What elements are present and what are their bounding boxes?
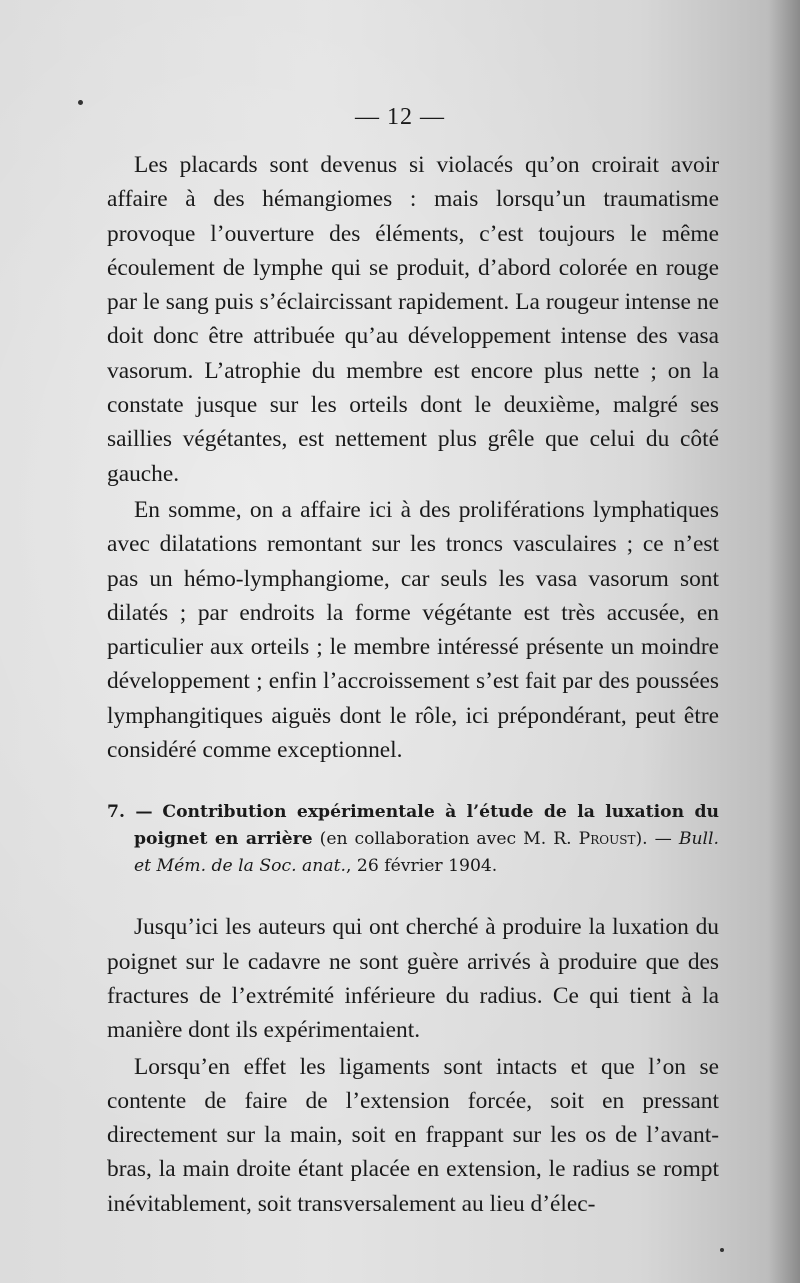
entry-number: 7. — xyxy=(107,802,153,823)
paragraph: Les placards sont devenus si violacés qu’on croirait avoir affaire à des hémangiomes : mais lorsqu’un traumatisme provoque l’ouverture des éléments, c’est toujours le même écoulement de lymphe qui se produit, d’abord colorée en rouge par le sang puis s’éclaircissant rapidement. La rougeur intense ne doit donc être attribuée qu’au développement intense des vasa vasorum. L’atrophie du membre est encore plus nette ; on la constate jusque sur les orteils dont le deuxième, malgré ses saillies végétantes, est nettement plus grêle que celui du côté gauche. xyxy=(107,152,719,487)
page-number: — 12 — xyxy=(355,104,445,130)
entry-collaboration-end: ). — xyxy=(635,829,672,850)
entry-collaboration: (en collaboration avec M. R. xyxy=(319,829,572,850)
entry-title: Contribution expérimentale à l’étude de la luxation du poignet en arrière xyxy=(134,802,719,850)
entry-journal: Bull. et Mém. de la Soc. anat. xyxy=(134,829,720,877)
paragraph: Jusqu’ici les auteurs qui ont cherché à produire la luxation du poignet sur le cadavre ne sont guère arrivés à produire que des fractures de l’extrémité inférieure du radius. Ce qui tient à la manière dont ils expérimentaient. xyxy=(107,914,719,1044)
page-body xyxy=(107,148,719,1221)
speck-mark xyxy=(78,100,83,105)
entry-date: , 26 février 1904. xyxy=(346,856,498,877)
speck-mark xyxy=(720,1248,724,1252)
paragraph: Lorsqu’en effet les ligaments sont intacts et que l’on se contente de faire de l’extension forcée, soit en pressant directement sur la main, soit en frappant sur les os de l’avant-bras, la main droite étant placée en extension, le radius se rompt inévitablement, soit transversalement au lieu d’élec- xyxy=(107,1053,719,1217)
entry-author: Proust xyxy=(578,829,636,850)
paragraph: En somme, on a affaire ici à des proliférations lymphatiques avec dilatations remontant sur les troncs vasculaires ; ce n’est pas un hémo-lymphangiome, car seuls les vasa vasorum sont dilatés ; par endroits la forme végétante est très accusée, en particulier aux orteils ; le membre intéressé présente un moindre développement ; enfin l’accroissement s’est fait par des poussées lymphangitiques aiguës dont le rôle, ici prépondérant, peut être considéré comme exceptionnel. xyxy=(107,496,719,764)
bibliography-entry xyxy=(107,799,719,880)
